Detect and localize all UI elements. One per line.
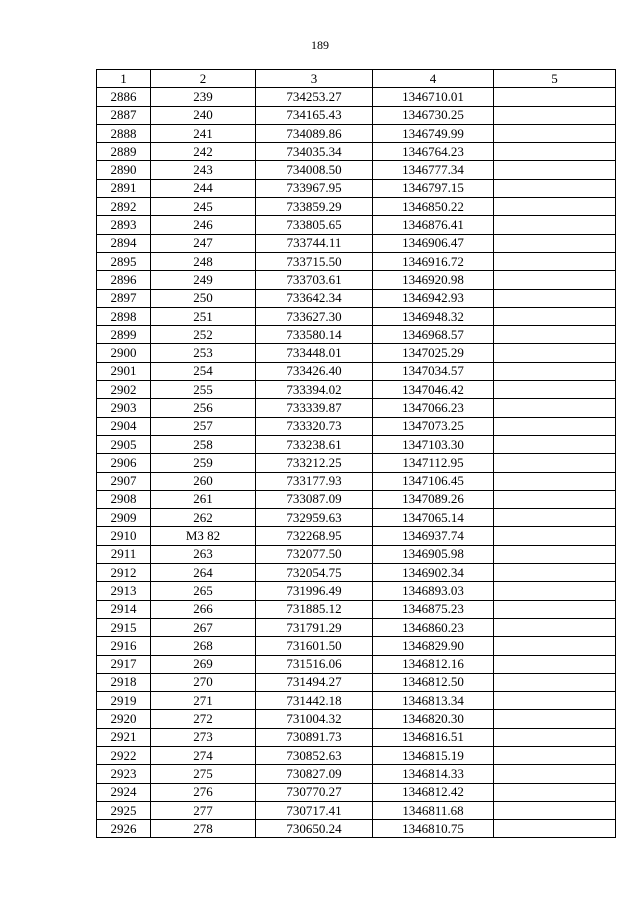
- table-row: [97, 362, 616, 380]
- x-coordinate-cell: 734089.86: [256, 124, 373, 142]
- y-coordinate-cell: 1346850.22: [373, 198, 494, 216]
- point-id-cell: 275: [151, 765, 256, 783]
- point-id-cell: 253: [151, 344, 256, 362]
- x-coordinate-cell: 731494.27: [256, 673, 373, 691]
- y-coordinate-cell: 1347046.42: [373, 381, 494, 399]
- x-coordinate-cell: 733967.95: [256, 179, 373, 197]
- note-cell: [494, 106, 616, 124]
- note-cell: [494, 307, 616, 325]
- point-id-cell: 250: [151, 289, 256, 307]
- note-cell: [494, 124, 616, 142]
- note-cell: [494, 618, 616, 636]
- table-row: [97, 216, 616, 234]
- note-cell: [494, 289, 616, 307]
- table-row: [97, 417, 616, 435]
- row-number-cell: 2896: [97, 271, 151, 289]
- point-id-cell: 260: [151, 472, 256, 490]
- table-body: [97, 88, 616, 838]
- point-id-cell: 242: [151, 143, 256, 161]
- point-id-cell: 266: [151, 600, 256, 618]
- table-row: [97, 435, 616, 453]
- row-number-cell: 2924: [97, 783, 151, 801]
- x-coordinate-cell: 733426.40: [256, 362, 373, 380]
- y-coordinate-cell: 1346948.32: [373, 307, 494, 325]
- row-number-cell: 2899: [97, 326, 151, 344]
- y-coordinate-cell: 1346920.98: [373, 271, 494, 289]
- row-number-cell: 2907: [97, 472, 151, 490]
- x-coordinate-cell: 731004.32: [256, 710, 373, 728]
- table-row: [97, 545, 616, 563]
- point-id-cell: 268: [151, 637, 256, 655]
- row-number-cell: 2886: [97, 88, 151, 106]
- row-number-cell: 2918: [97, 673, 151, 691]
- point-id-cell: 245: [151, 198, 256, 216]
- note-cell: [494, 198, 616, 216]
- table-row: [97, 564, 616, 582]
- note-cell: [494, 252, 616, 270]
- note-cell: [494, 381, 616, 399]
- note-cell: [494, 509, 616, 527]
- table-row: [97, 765, 616, 783]
- y-coordinate-cell: 1346749.99: [373, 124, 494, 142]
- y-coordinate-cell: 1346812.16: [373, 655, 494, 673]
- x-coordinate-cell: 733715.50: [256, 252, 373, 270]
- column-header-5: 5: [494, 70, 616, 88]
- table-row: [97, 820, 616, 838]
- note-cell: [494, 710, 616, 728]
- table-row: [97, 655, 616, 673]
- table-row: [97, 728, 616, 746]
- y-coordinate-cell: 1347065.14: [373, 509, 494, 527]
- note-cell: [494, 545, 616, 563]
- x-coordinate-cell: 730717.41: [256, 801, 373, 819]
- note-cell: [494, 417, 616, 435]
- point-id-cell: 278: [151, 820, 256, 838]
- point-id-cell: 271: [151, 692, 256, 710]
- note-cell: [494, 326, 616, 344]
- x-coordinate-cell: 733580.14: [256, 326, 373, 344]
- x-coordinate-cell: 730770.27: [256, 783, 373, 801]
- note-cell: [494, 746, 616, 764]
- point-id-cell: 276: [151, 783, 256, 801]
- x-coordinate-cell: 733238.61: [256, 435, 373, 453]
- row-number-cell: 2906: [97, 454, 151, 472]
- point-id-cell: 263: [151, 545, 256, 563]
- x-coordinate-cell: 733320.73: [256, 417, 373, 435]
- table-row: [97, 783, 616, 801]
- y-coordinate-cell: 1347112.95: [373, 454, 494, 472]
- y-coordinate-cell: 1347034.57: [373, 362, 494, 380]
- note-cell: [494, 783, 616, 801]
- note-cell: [494, 728, 616, 746]
- point-id-cell: 265: [151, 582, 256, 600]
- note-cell: [494, 271, 616, 289]
- y-coordinate-cell: 1346730.25: [373, 106, 494, 124]
- y-coordinate-cell: 1346710.01: [373, 88, 494, 106]
- note-cell: [494, 216, 616, 234]
- row-number-cell: 2891: [97, 179, 151, 197]
- note-cell: [494, 692, 616, 710]
- y-coordinate-cell: 1346829.90: [373, 637, 494, 655]
- table-row: [97, 179, 616, 197]
- x-coordinate-cell: 732959.63: [256, 509, 373, 527]
- y-coordinate-cell: 1347106.45: [373, 472, 494, 490]
- table-row: [97, 381, 616, 399]
- table-row: [97, 198, 616, 216]
- y-coordinate-cell: 1346942.93: [373, 289, 494, 307]
- x-coordinate-cell: 731516.06: [256, 655, 373, 673]
- row-number-cell: 2900: [97, 344, 151, 362]
- row-number-cell: 2902: [97, 381, 151, 399]
- header-row: [97, 70, 616, 88]
- note-cell: [494, 765, 616, 783]
- x-coordinate-cell: 731791.29: [256, 618, 373, 636]
- x-coordinate-cell: 733394.02: [256, 381, 373, 399]
- x-coordinate-cell: 731996.49: [256, 582, 373, 600]
- note-cell: [494, 179, 616, 197]
- y-coordinate-cell: 1346860.23: [373, 618, 494, 636]
- y-coordinate-cell: 1346875.23: [373, 600, 494, 618]
- note-cell: [494, 820, 616, 838]
- table-row: [97, 490, 616, 508]
- x-coordinate-cell: 733744.11: [256, 234, 373, 252]
- row-number-cell: 2910: [97, 527, 151, 545]
- table-row: [97, 472, 616, 490]
- y-coordinate-cell: 1346814.33: [373, 765, 494, 783]
- note-cell: [494, 88, 616, 106]
- row-number-cell: 2909: [97, 509, 151, 527]
- point-id-cell: 274: [151, 746, 256, 764]
- y-coordinate-cell: 1346812.50: [373, 673, 494, 691]
- note-cell: [494, 527, 616, 545]
- row-number-cell: 2914: [97, 600, 151, 618]
- x-coordinate-cell: 733448.01: [256, 344, 373, 362]
- row-number-cell: 2915: [97, 618, 151, 636]
- x-coordinate-cell: 733859.29: [256, 198, 373, 216]
- x-coordinate-cell: 730852.63: [256, 746, 373, 764]
- note-cell: [494, 801, 616, 819]
- row-number-cell: 2888: [97, 124, 151, 142]
- point-id-cell: 251: [151, 307, 256, 325]
- row-number-cell: 2903: [97, 399, 151, 417]
- table-row: [97, 527, 616, 545]
- y-coordinate-cell: 1346810.75: [373, 820, 494, 838]
- x-coordinate-cell: 730827.09: [256, 765, 373, 783]
- point-id-cell: 248: [151, 252, 256, 270]
- row-number-cell: 2892: [97, 198, 151, 216]
- table-row: [97, 509, 616, 527]
- y-coordinate-cell: 1346916.72: [373, 252, 494, 270]
- table-row: [97, 234, 616, 252]
- point-id-cell: 277: [151, 801, 256, 819]
- point-id-cell: 246: [151, 216, 256, 234]
- note-cell: [494, 143, 616, 161]
- note-cell: [494, 673, 616, 691]
- note-cell: [494, 435, 616, 453]
- y-coordinate-cell: 1346906.47: [373, 234, 494, 252]
- note-cell: [494, 454, 616, 472]
- y-coordinate-cell: 1346876.41: [373, 216, 494, 234]
- x-coordinate-cell: 733805.65: [256, 216, 373, 234]
- row-number-cell: 2919: [97, 692, 151, 710]
- table-row: [97, 143, 616, 161]
- point-id-cell: 255: [151, 381, 256, 399]
- x-coordinate-cell: 734035.34: [256, 143, 373, 161]
- y-coordinate-cell: 1346816.51: [373, 728, 494, 746]
- table-row: [97, 618, 616, 636]
- table-row: [97, 124, 616, 142]
- table-row: [97, 637, 616, 655]
- point-id-cell: 259: [151, 454, 256, 472]
- y-coordinate-cell: 1346764.23: [373, 143, 494, 161]
- y-coordinate-cell: 1346812.42: [373, 783, 494, 801]
- y-coordinate-cell: 1346813.34: [373, 692, 494, 710]
- table-row: [97, 106, 616, 124]
- point-id-cell: 258: [151, 435, 256, 453]
- row-number-cell: 2916: [97, 637, 151, 655]
- x-coordinate-cell: 730891.73: [256, 728, 373, 746]
- table-row: [97, 307, 616, 325]
- row-number-cell: 2905: [97, 435, 151, 453]
- y-coordinate-cell: 1347073.25: [373, 417, 494, 435]
- note-cell: [494, 399, 616, 417]
- table-row: [97, 746, 616, 764]
- table-row: [97, 344, 616, 362]
- column-header-1: 1: [97, 70, 151, 88]
- table-row: [97, 673, 616, 691]
- x-coordinate-cell: 733703.61: [256, 271, 373, 289]
- point-id-cell: 262: [151, 509, 256, 527]
- table-row: [97, 326, 616, 344]
- note-cell: [494, 344, 616, 362]
- note-cell: [494, 600, 616, 618]
- point-id-cell: 270: [151, 673, 256, 691]
- column-header-2: 2: [151, 70, 256, 88]
- point-id-cell: 244: [151, 179, 256, 197]
- row-number-cell: 2894: [97, 234, 151, 252]
- point-id-cell: 240: [151, 106, 256, 124]
- row-number-cell: 2925: [97, 801, 151, 819]
- y-coordinate-cell: 1346797.15: [373, 179, 494, 197]
- point-id-cell: 247: [151, 234, 256, 252]
- y-coordinate-cell: 1347089.26: [373, 490, 494, 508]
- column-header-3: 3: [256, 70, 373, 88]
- table-row: [97, 252, 616, 270]
- note-cell: [494, 564, 616, 582]
- point-id-cell: 256: [151, 399, 256, 417]
- y-coordinate-cell: 1346893.03: [373, 582, 494, 600]
- x-coordinate-cell: 733087.09: [256, 490, 373, 508]
- y-coordinate-cell: 1347066.23: [373, 399, 494, 417]
- row-number-cell: 2889: [97, 143, 151, 161]
- row-number-cell: 2912: [97, 564, 151, 582]
- point-id-cell: 249: [151, 271, 256, 289]
- note-cell: [494, 161, 616, 179]
- y-coordinate-cell: 1346968.57: [373, 326, 494, 344]
- coordinates-table: [96, 69, 616, 838]
- table-row: [97, 289, 616, 307]
- row-number-cell: 2893: [97, 216, 151, 234]
- table-row: [97, 801, 616, 819]
- y-coordinate-cell: 1346815.19: [373, 746, 494, 764]
- row-number-cell: 2897: [97, 289, 151, 307]
- table-row: [97, 710, 616, 728]
- note-cell: [494, 490, 616, 508]
- row-number-cell: 2890: [97, 161, 151, 179]
- x-coordinate-cell: 733339.87: [256, 399, 373, 417]
- table-row: [97, 600, 616, 618]
- point-id-cell: 269: [151, 655, 256, 673]
- row-number-cell: 2898: [97, 307, 151, 325]
- note-cell: [494, 582, 616, 600]
- table-header: [97, 70, 616, 88]
- point-id-cell: 243: [151, 161, 256, 179]
- x-coordinate-cell: 733627.30: [256, 307, 373, 325]
- table-row: [97, 582, 616, 600]
- y-coordinate-cell: 1346811.68: [373, 801, 494, 819]
- y-coordinate-cell: 1346902.34: [373, 564, 494, 582]
- row-number-cell: 2908: [97, 490, 151, 508]
- point-id-cell: 252: [151, 326, 256, 344]
- column-header-4: 4: [373, 70, 494, 88]
- x-coordinate-cell: 734008.50: [256, 161, 373, 179]
- note-cell: [494, 655, 616, 673]
- point-id-cell: 239: [151, 88, 256, 106]
- point-id-cell: МЗ 82: [151, 527, 256, 545]
- row-number-cell: 2921: [97, 728, 151, 746]
- row-number-cell: 2911: [97, 545, 151, 563]
- note-cell: [494, 472, 616, 490]
- y-coordinate-cell: 1347025.29: [373, 344, 494, 362]
- row-number-cell: 2917: [97, 655, 151, 673]
- row-number-cell: 2920: [97, 710, 151, 728]
- note-cell: [494, 234, 616, 252]
- x-coordinate-cell: 731601.50: [256, 637, 373, 655]
- table-row: [97, 88, 616, 106]
- row-number-cell: 2926: [97, 820, 151, 838]
- row-number-cell: 2913: [97, 582, 151, 600]
- point-id-cell: 254: [151, 362, 256, 380]
- x-coordinate-cell: 732077.50: [256, 545, 373, 563]
- row-number-cell: 2901: [97, 362, 151, 380]
- note-cell: [494, 637, 616, 655]
- y-coordinate-cell: 1347103.30: [373, 435, 494, 453]
- point-id-cell: 241: [151, 124, 256, 142]
- x-coordinate-cell: 733642.34: [256, 289, 373, 307]
- x-coordinate-cell: 734253.27: [256, 88, 373, 106]
- page-number: 189: [311, 38, 329, 52]
- table-row: [97, 454, 616, 472]
- row-number-cell: 2887: [97, 106, 151, 124]
- x-coordinate-cell: 732268.95: [256, 527, 373, 545]
- point-id-cell: 264: [151, 564, 256, 582]
- y-coordinate-cell: 1346777.34: [373, 161, 494, 179]
- y-coordinate-cell: 1346905.98: [373, 545, 494, 563]
- point-id-cell: 257: [151, 417, 256, 435]
- x-coordinate-cell: 733212.25: [256, 454, 373, 472]
- row-number-cell: 2895: [97, 252, 151, 270]
- row-number-cell: 2922: [97, 746, 151, 764]
- row-number-cell: 2904: [97, 417, 151, 435]
- table-row: [97, 692, 616, 710]
- x-coordinate-cell: 731442.18: [256, 692, 373, 710]
- x-coordinate-cell: 730650.24: [256, 820, 373, 838]
- row-number-cell: 2923: [97, 765, 151, 783]
- y-coordinate-cell: 1346937.74: [373, 527, 494, 545]
- point-id-cell: 272: [151, 710, 256, 728]
- table-row: [97, 271, 616, 289]
- point-id-cell: 267: [151, 618, 256, 636]
- y-coordinate-cell: 1346820.30: [373, 710, 494, 728]
- x-coordinate-cell: 731885.12: [256, 600, 373, 618]
- point-id-cell: 261: [151, 490, 256, 508]
- table-row: [97, 399, 616, 417]
- x-coordinate-cell: 733177.93: [256, 472, 373, 490]
- point-id-cell: 273: [151, 728, 256, 746]
- x-coordinate-cell: 732054.75: [256, 564, 373, 582]
- note-cell: [494, 362, 616, 380]
- table-row: [97, 161, 616, 179]
- x-coordinate-cell: 734165.43: [256, 106, 373, 124]
